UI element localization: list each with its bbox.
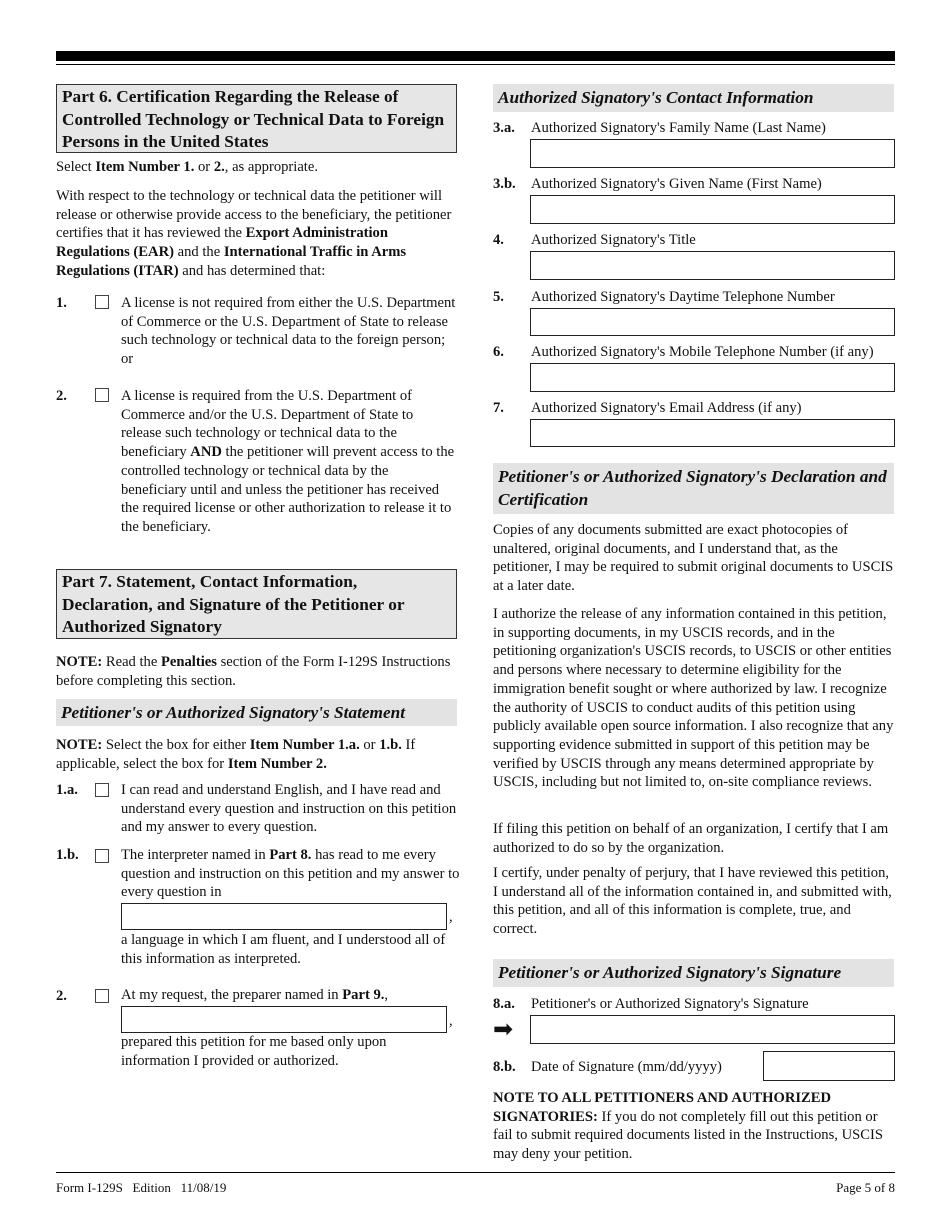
field-6-number: 6. [493, 344, 504, 360]
part6-select-instruction: Select Item Number 1. or 2., as appropriate. [56, 159, 318, 175]
item-1b-number: 1.b. [56, 847, 79, 863]
item-2-comma: , [449, 1013, 453, 1029]
signature-arrow-icon: ➡ [493, 1015, 514, 1043]
part7-heading: Part 7. Statement, Contact Information, Declaration, and Signature of the Petitioner or Authorized Signatory [56, 569, 457, 639]
part6-item1-number: 1. [56, 295, 67, 311]
statement-heading: Petitioner's or Authorized Signatory's Statement [56, 699, 457, 726]
field-3a-number: 3.a. [493, 120, 515, 136]
field-8b-number: 8.b. [493, 1059, 516, 1075]
declaration-p2: I authorize the release of any information contained in this petition, in supporting documents, in my USCIS records, and in the petitioning organization's USCIS records, to USCIS or other entities and persons where necessary to determine eligibility for the immigration benefit sought or where authorized by law. I recognize the authority of USCIS to conduct audits of this petition using publicly available open source information. I also recognize that any supporting evidence submitted in support of this petition may be verified by USCIS through any means determined appropriate by USCIS, including but not limited to, on-site compliance reviews. [493, 606, 894, 791]
part6-item2-checkbox[interactable] [95, 388, 109, 402]
mobile-phone-input[interactable] [530, 363, 895, 392]
field-7-label: Authorized Signatory's Email Address (if any) [531, 400, 802, 416]
field-6-label: Authorized Signatory's Mobile Telephone Number (if any) [531, 344, 874, 360]
declaration-p3: If filing this petition on behalf of an organization, I certify that I am authorized to do so by the organization. [493, 821, 889, 856]
part6-item2-number: 2. [56, 388, 67, 404]
item-1b-checkbox[interactable] [95, 849, 109, 863]
field-7-number: 7. [493, 400, 504, 416]
item-1b-text: The interpreter named in Part 8. has read to me every question and instruction on this petition and my answer to every question in [121, 847, 460, 901]
signature-heading: Petitioner's or Authorized Signatory's Signature [493, 959, 894, 987]
field-5-number: 5. [493, 289, 504, 305]
signature-date-input[interactable] [763, 1051, 895, 1081]
declaration-heading: Petitioner's or Authorized Signatory's Declaration and Certification [493, 463, 894, 514]
field-8b-label: Date of Signature (mm/dd/yyyy) [531, 1059, 722, 1075]
footer-rule [56, 1172, 895, 1173]
item-2-number: 2. [56, 988, 67, 1004]
item-2-after-text: prepared this petition for me based only upon information I provided or authorized. [121, 1034, 387, 1069]
declaration-p4: I certify, under penalty of perjury, that I have reviewed this petition, I understand all of the information contained in, and submitted with, this petition, and all of this information is complete, true, and correct. [493, 865, 892, 938]
family-name-input[interactable] [530, 139, 895, 168]
part6-item1-checkbox[interactable] [95, 295, 109, 309]
preparer-name-field[interactable] [121, 1006, 447, 1033]
item-1b-comma: , [449, 909, 453, 925]
item-1a-text: I can read and understand English, and I have read and understand every question and instruction on this petition and my answer to every question. [121, 782, 457, 836]
statement-note: NOTE: Select the box for either Item Number 1.a. or 1.b. If applicable, select the box for Item Number 2. [56, 737, 416, 772]
field-3b-number: 3.b. [493, 176, 516, 192]
email-input[interactable] [530, 419, 895, 447]
title-input[interactable] [530, 251, 895, 280]
part6-item2-text: A license is required from the U.S. Department of Commerce and/or the U.S. Department of State to release such technology or technical data to the beneficiary AND the petitioner will prevent access to the controlled technology or technical data by the beneficiary until and unless the petitioner has received the required license or other authorization to release it to the beneficiary. [121, 388, 455, 535]
field-8a-label: Petitioner's or Authorized Signatory's Signature [531, 996, 809, 1012]
part6-item1-text: A license is not required from either the U.S. Department of Commerce or the U.S. Department of State to release such technology or technical data to the foreign person; or [121, 295, 456, 368]
item-1a-checkbox[interactable] [95, 783, 109, 797]
part6-intro: With respect to the technology or technical data the petitioner will release or otherwise provide access to the beneficiary, the petitioner certifies that it has reviewed the Export Administration Regulations (EAR) and the International Traffic in Arms Regulations (ITAR) and has determined that: [56, 188, 452, 279]
field-3a-label: Authorized Signatory's Family Name (Last Name) [531, 120, 826, 136]
field-4-number: 4. [493, 232, 504, 248]
signature-input[interactable] [530, 1015, 895, 1044]
footer-page-number: Page 5 of 8 [836, 1180, 895, 1195]
contact-heading: Authorized Signatory's Contact Information [493, 84, 894, 112]
left-column [56, 84, 457, 153]
daytime-phone-input[interactable] [530, 308, 895, 336]
signature-note: NOTE TO ALL PETITIONERS AND AUTHORIZED SIGNATORIES: If you do not completely fill out this petition or fail to submit required documents listed in the Instructions, USCIS may deny your petition. [493, 1090, 883, 1163]
field-3b-label: Authorized Signatory's Given Name (First Name) [531, 176, 822, 192]
field-4-label: Authorized Signatory's Title [531, 232, 696, 248]
item-2-text: At my request, the preparer named in Part 9., [121, 987, 389, 1003]
field-5-label: Authorized Signatory's Daytime Telephone Number [531, 289, 835, 305]
top-rule-thick [56, 51, 895, 61]
interpreter-language-field[interactable] [121, 903, 447, 930]
footer-form-edition: Form I-129S Edition 11/08/19 [56, 1180, 227, 1195]
item-2-checkbox[interactable] [95, 989, 109, 1003]
item-1b-after-text: a language in which I am fluent, and I understood all of this information as interpreted. [121, 932, 446, 967]
declaration-p1: Copies of any documents submitted are exact photocopies of unaltered, original documents, and I understand that, as the petitioner, I may be required to submit original documents to USCIS at a later date. [493, 522, 894, 595]
top-rule-thin [56, 64, 895, 65]
part6-heading: Part 6. Certification Regarding the Release of Controlled Technology or Technical Data to Foreign Persons in the United States [56, 84, 457, 153]
field-8a-number: 8.a. [493, 996, 515, 1012]
given-name-input[interactable] [530, 195, 895, 224]
item-1a-number: 1.a. [56, 782, 78, 798]
part7-note: NOTE: Read the Penalties section of the Form I-129S Instructions before completing this section. [56, 654, 451, 689]
